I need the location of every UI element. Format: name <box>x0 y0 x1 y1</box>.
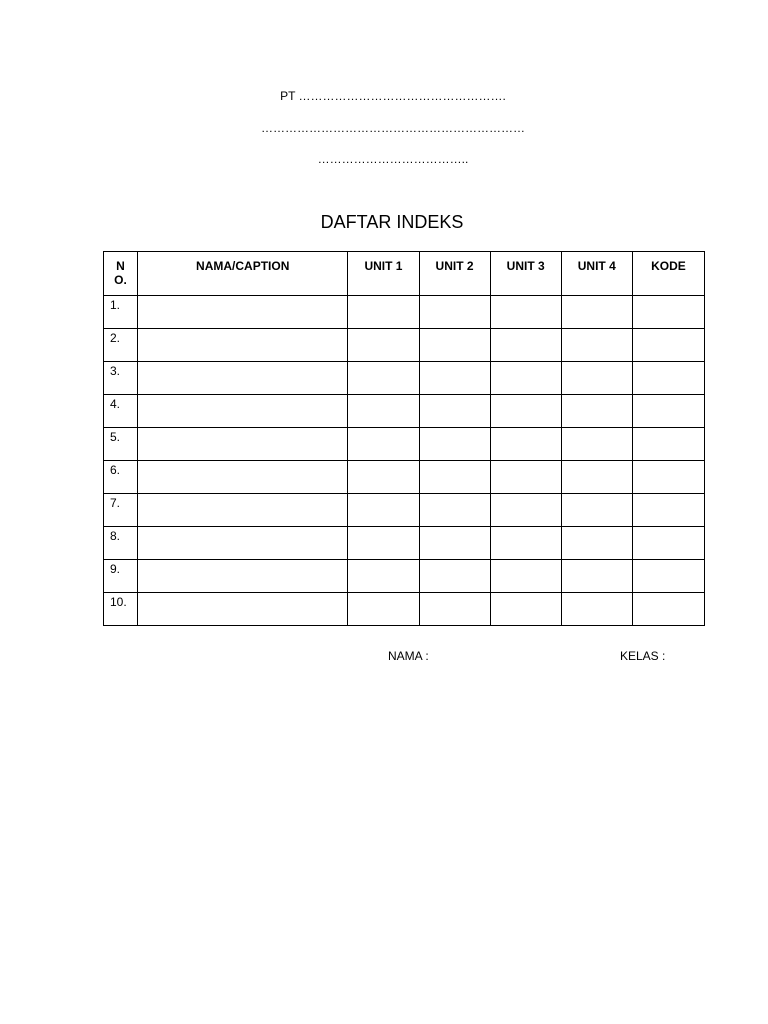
cell-name-caption <box>138 527 348 560</box>
cell-unit-2 <box>419 494 490 527</box>
cell-kode <box>632 428 704 461</box>
cell-unit-1 <box>348 362 419 395</box>
cell-unit-3 <box>490 428 561 461</box>
cell-unit-2 <box>419 527 490 560</box>
cell-unit-4 <box>561 296 632 329</box>
table-row <box>104 593 705 626</box>
cell-unit-4 <box>561 395 632 428</box>
table-row <box>104 560 705 593</box>
cell-unit-4 <box>561 494 632 527</box>
cell-unit-3 <box>490 362 561 395</box>
cell-unit-3 <box>490 395 561 428</box>
header-unit-1: UNIT 1 <box>348 252 419 296</box>
cell-no: 2. <box>104 329 138 362</box>
cell-unit-2 <box>419 395 490 428</box>
cell-unit-2 <box>419 593 490 626</box>
cell-no: 6. <box>104 461 138 494</box>
cell-kode <box>632 560 704 593</box>
cell-kode <box>632 362 704 395</box>
header-name-caption: NAMA/CAPTION <box>138 252 348 296</box>
cell-unit-1 <box>348 395 419 428</box>
cell-no: 10. <box>104 593 138 626</box>
cell-no: 5. <box>104 428 138 461</box>
cell-unit-4 <box>561 560 632 593</box>
cell-unit-3 <box>490 329 561 362</box>
header-kode: KODE <box>632 252 704 296</box>
table-row <box>104 461 705 494</box>
cell-no: 7. <box>104 494 138 527</box>
cell-unit-4 <box>561 362 632 395</box>
cell-unit-4 <box>561 461 632 494</box>
cell-unit-3 <box>490 494 561 527</box>
header-unit-4: UNIT 4 <box>561 252 632 296</box>
table-row <box>104 527 705 560</box>
cell-no: 3. <box>104 362 138 395</box>
table-row <box>104 296 705 329</box>
cell-kode <box>632 395 704 428</box>
index-table <box>103 251 705 626</box>
cell-unit-3 <box>490 296 561 329</box>
cell-name-caption <box>138 296 348 329</box>
cell-unit-2 <box>419 296 490 329</box>
cell-unit-3 <box>490 527 561 560</box>
cell-unit-4 <box>561 593 632 626</box>
cell-name-caption <box>138 494 348 527</box>
cell-kode <box>632 461 704 494</box>
table-row <box>104 494 705 527</box>
cell-no: 4. <box>104 395 138 428</box>
cell-unit-1 <box>348 593 419 626</box>
cell-unit-4 <box>561 428 632 461</box>
cell-unit-1 <box>348 428 419 461</box>
cell-kode <box>632 593 704 626</box>
cell-unit-4 <box>561 527 632 560</box>
cell-unit-2 <box>419 329 490 362</box>
table-row <box>104 428 705 461</box>
cell-no: 1. <box>104 296 138 329</box>
cell-unit-3 <box>490 593 561 626</box>
cell-name-caption <box>138 428 348 461</box>
cell-name-caption <box>138 362 348 395</box>
cell-no: 8. <box>104 527 138 560</box>
table-row <box>104 395 705 428</box>
cell-unit-1 <box>348 296 419 329</box>
cell-name-caption <box>138 461 348 494</box>
cell-kode <box>632 329 704 362</box>
header-unit-3: UNIT 3 <box>490 252 561 296</box>
table-body <box>104 296 705 626</box>
cell-name-caption <box>138 560 348 593</box>
cell-unit-2 <box>419 461 490 494</box>
header-unit-2: UNIT 2 <box>419 252 490 296</box>
company-name-line: PT ……………………………………………. <box>280 89 506 103</box>
cell-kode <box>632 494 704 527</box>
cell-unit-2 <box>419 362 490 395</box>
header-no-label: NO. <box>114 259 127 287</box>
page-title: DAFTAR INDEKS <box>320 212 464 232</box>
cell-kode <box>632 296 704 329</box>
table-header-row <box>104 252 705 296</box>
cell-unit-1 <box>348 329 419 362</box>
cell-unit-1 <box>348 527 419 560</box>
cell-name-caption <box>138 395 348 428</box>
cell-unit-2 <box>419 560 490 593</box>
cell-unit-1 <box>348 560 419 593</box>
cell-unit-4 <box>561 329 632 362</box>
address-line: ………………………………………………………… <box>261 121 525 135</box>
cell-unit-1 <box>348 461 419 494</box>
table-row <box>104 362 705 395</box>
cell-name-caption <box>138 329 348 362</box>
cell-kode <box>632 527 704 560</box>
cell-no: 9. <box>104 560 138 593</box>
cell-unit-1 <box>348 494 419 527</box>
cell-name-caption <box>138 593 348 626</box>
table-row <box>104 329 705 362</box>
footer-nama-label: NAMA : <box>388 649 429 663</box>
city-line: ……………………………….. <box>317 152 469 166</box>
header-no <box>104 252 138 296</box>
cell-unit-3 <box>490 560 561 593</box>
footer-kelas-label: KELAS : <box>620 649 666 663</box>
cell-unit-3 <box>490 461 561 494</box>
cell-unit-2 <box>419 428 490 461</box>
